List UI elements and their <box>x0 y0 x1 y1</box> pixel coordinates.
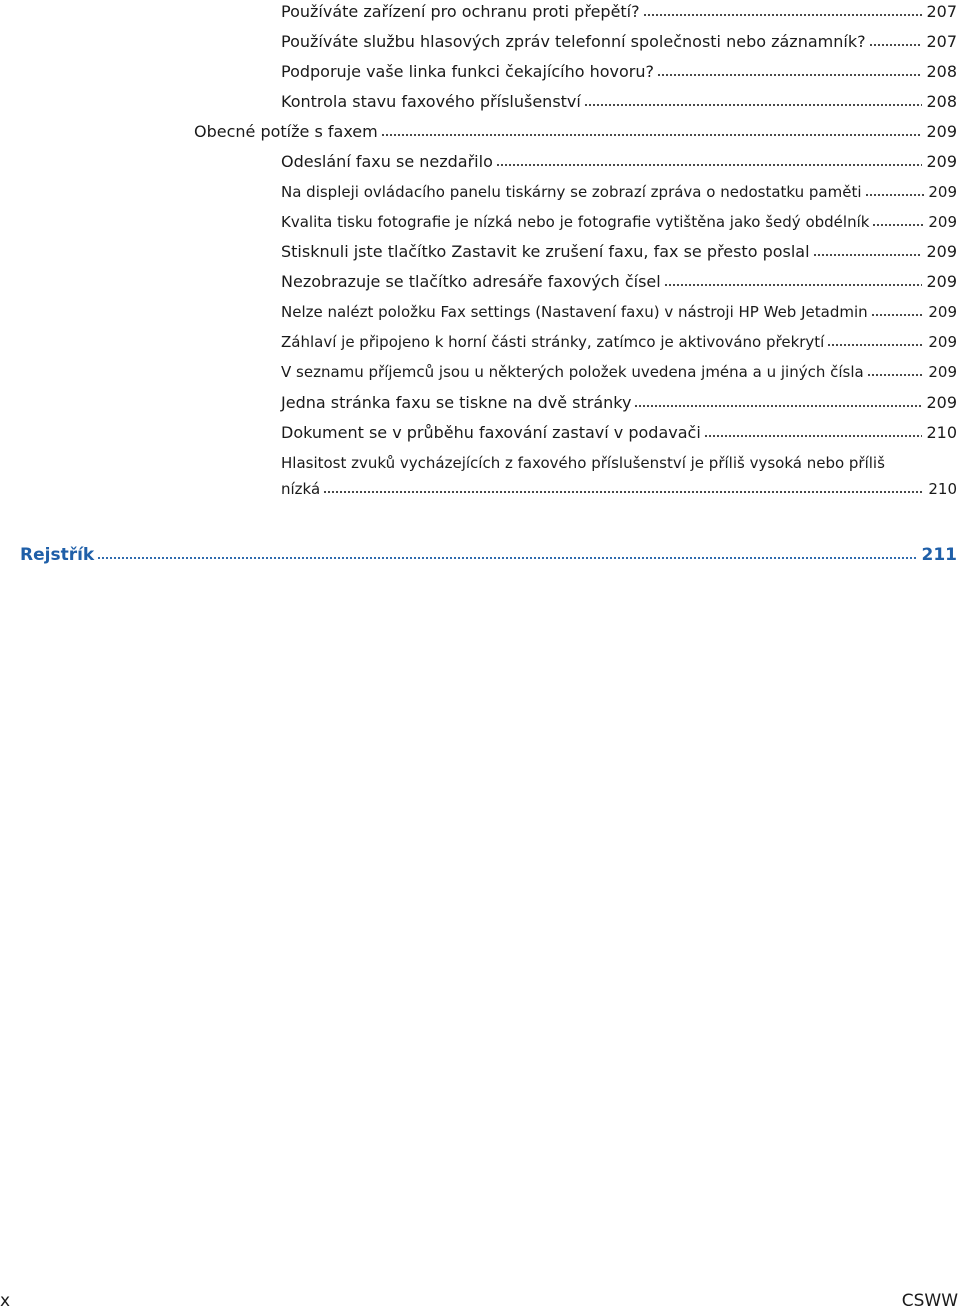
dot-leader <box>497 155 923 167</box>
chapter-title: Rejstřík <box>20 545 95 565</box>
toc-entry-page: 209 <box>928 183 957 201</box>
toc-entry-page: 208 <box>926 62 957 81</box>
toc-entry-title: Na displeji ovládacího panelu tiskárny se zobrazí zpráva o nedostatku paměti <box>281 183 862 201</box>
toc-entry-line2 <box>281 476 957 502</box>
toc-entry-title: Dokument se v průběhu faxování zastaví v podavači <box>281 423 701 442</box>
toc-entry-title: Nelze nalézt položku Fax settings (Nastavení faxu) v nástroji HP Web Jetadmin <box>281 303 868 321</box>
toc-entry[interactable] <box>281 61 957 83</box>
toc-entry-page: 210 <box>928 480 957 498</box>
page-number: x <box>0 1291 11 1311</box>
toc-entry-title: Nezobrazuje se tlačítko adresáře faxových čísel <box>281 272 661 291</box>
toc-entry[interactable] <box>281 301 957 323</box>
toc-entry-page: 209 <box>928 333 957 351</box>
toc-entry-wrapped[interactable] <box>281 450 957 502</box>
dot-leader <box>872 305 925 317</box>
toc-entry-page: 209 <box>928 303 957 321</box>
toc-entry-page: 209 <box>928 363 957 381</box>
dot-leader <box>828 335 924 347</box>
toc-entry-page: 209 <box>926 122 957 141</box>
toc-entry[interactable] <box>281 331 957 353</box>
toc-chapter-index[interactable] <box>20 543 957 567</box>
toc-entry[interactable] <box>281 31 957 53</box>
toc-entry[interactable] <box>281 422 957 444</box>
toc-entry-title: V seznamu příjemců jsou u některých položek uvedena jména a u jiných čísla <box>281 363 864 381</box>
toc-entry-title: Kontrola stavu faxového příslušenství <box>281 92 581 111</box>
toc-entry-title-line2: nízká <box>281 480 321 498</box>
toc-entry[interactable] <box>281 361 957 383</box>
toc-entry[interactable] <box>281 392 957 414</box>
dot-leader <box>658 65 922 77</box>
toc-entry-page: 209 <box>926 242 957 261</box>
dot-leader <box>870 35 923 47</box>
toc-entry-title: Jedna stránka faxu se tiskne na dvě stránky <box>281 393 632 412</box>
toc-entry-title: Používáte zařízení pro ochranu proti přepětí? <box>281 2 640 21</box>
toc-entry-page: 209 <box>926 272 957 291</box>
dot-leader <box>868 365 925 377</box>
toc-entry-title: Stisknuli jste tlačítko Zastavit ke zrušení faxu, fax se přesto poslal <box>281 242 810 261</box>
footer-locale-code: CSWW <box>901 1291 958 1311</box>
toc-entry[interactable] <box>281 211 957 233</box>
toc-entry[interactable] <box>281 91 957 113</box>
dot-leader <box>644 5 923 17</box>
dot-leader <box>665 275 923 287</box>
toc-section-entry[interactable] <box>194 121 957 143</box>
dot-leader <box>324 482 924 494</box>
dot-leader <box>814 245 923 257</box>
toc-entry-title: Záhlaví je připojeno k horní části stránky, zatímco je aktivováno překrytí <box>281 333 825 351</box>
dot-leader <box>866 185 925 197</box>
toc-entry-page: 209 <box>926 152 957 171</box>
dot-leader <box>705 426 923 438</box>
chapter-page: 211 <box>921 545 957 565</box>
toc-entry-page: 207 <box>926 32 957 51</box>
toc-entry-page: 209 <box>926 393 957 412</box>
dot-leader <box>635 396 922 408</box>
toc-entry-title-line1: Hlasitost zvuků vycházejících z faxového příslušenství je příliš vysoká nebo příliš <box>281 454 885 472</box>
toc-entry-page: 208 <box>926 92 957 111</box>
toc-entry-page: 210 <box>926 423 957 442</box>
toc-entry-title: Používáte službu hlasových zpráv telefonní společnosti nebo záznamník? <box>281 32 866 51</box>
toc-entry-title: Kvalita tisku fotografie je nízká nebo je fotografie vytištěna jako šedý obdélník <box>281 213 870 231</box>
dot-leader <box>585 95 923 107</box>
toc-entry[interactable] <box>281 1 957 23</box>
toc-entry[interactable] <box>281 241 957 263</box>
dot-leader <box>98 548 917 560</box>
dot-leader <box>382 125 923 137</box>
toc-entry-page: 209 <box>928 213 957 231</box>
toc-entry[interactable] <box>281 151 957 173</box>
toc-entry-title: Podporuje vaše linka funkci čekajícího hovoru? <box>281 62 654 81</box>
toc-entry[interactable] <box>281 181 957 203</box>
toc-entry-page: 207 <box>926 2 957 21</box>
toc-entry[interactable] <box>281 271 957 293</box>
toc-entry-title: Obecné potíže s faxem <box>194 122 378 141</box>
toc-entry-title: Odeslání faxu se nezdařilo <box>281 152 493 171</box>
dot-leader <box>873 215 924 227</box>
